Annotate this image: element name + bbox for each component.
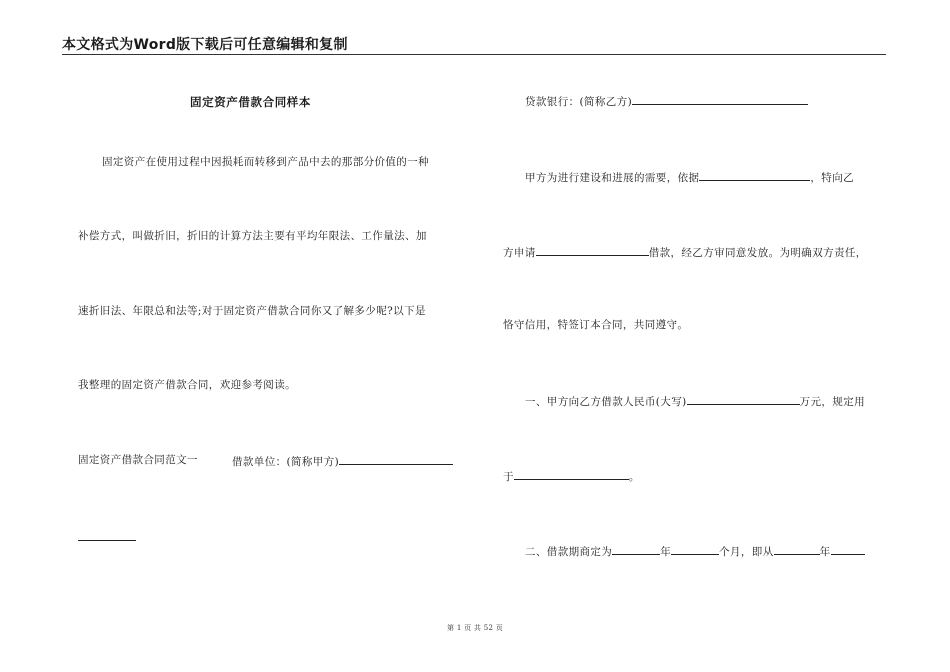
clause1-line-2-b: 。: [628, 471, 640, 483]
clause1-line-1: [525, 393, 865, 409]
clause2-d: 年: [819, 546, 831, 558]
borrower-blank[interactable]: [339, 453, 453, 465]
intro-line-4: 我整理的固定资产借款合同，欢迎参考阅读。: [78, 379, 296, 391]
clause1-line-2-a: 于: [503, 471, 514, 483]
start-year-blank[interactable]: [774, 543, 820, 555]
clause1-line-2: [503, 468, 640, 484]
borrower-blank-continued[interactable]: [78, 539, 136, 541]
start-month-blank[interactable]: [831, 543, 865, 555]
loan-type-blank[interactable]: [536, 244, 649, 256]
para1-line-1-a: 甲方为进行建设和进展的需要，依据: [525, 172, 700, 184]
lender-line: [525, 93, 808, 109]
clause2-c: 个月，即从: [719, 546, 774, 558]
months-blank[interactable]: [671, 543, 719, 555]
clause2-a: 二、借款期商定为: [525, 546, 613, 558]
clause1-line-1-b: 万元，规定用: [799, 396, 865, 408]
para1-line-3: 恪守信用，特签订本合同，共同遵守。: [503, 319, 689, 331]
clause2-b: 年: [660, 546, 672, 558]
page-footer: 第 1 页 共 52 页: [447, 624, 504, 632]
intro-line-1: 固定资产在使用过程中因损耗而转移到产品中去的那部分价值的一种: [102, 156, 429, 168]
para1-line-1: [525, 169, 854, 185]
borrower-label: 借款单位：(简称甲方): [232, 456, 340, 468]
lender-blank[interactable]: [632, 93, 808, 105]
sample-label: 固定资产借款合同范文一: [78, 454, 198, 466]
intro-line-3: 速折旧法、年限总和法等;对于固定资产借款合同你又了解多少呢?以下是: [78, 305, 426, 317]
clause2-line: [525, 543, 865, 559]
clause1-line-1-a: 一、甲方向乙方借款人民币(大写): [525, 396, 687, 408]
years-blank[interactable]: [612, 543, 660, 555]
document-header: [62, 34, 886, 55]
amount-blank[interactable]: [687, 393, 800, 405]
para1-line-2-a: 方申请: [503, 247, 536, 259]
para1-line-1-b: ，特向乙: [810, 172, 855, 184]
purpose-blank[interactable]: [514, 468, 629, 480]
document-title: 固定资产借款合同样本: [190, 95, 311, 109]
borrower-line: [232, 453, 453, 469]
para1-line-2-b: 借款，经乙方审同意发放。为明确双方责任，: [648, 247, 867, 259]
intro-line-2: 补偿方式，叫做折旧，折旧的计算方法主要有平均年限法、工作量法、加: [78, 230, 427, 242]
basis-blank[interactable]: [699, 169, 810, 181]
lender-label: 贷款银行：(简称乙方): [525, 96, 633, 108]
para1-line-2: [503, 244, 867, 260]
header-text: 本文格式为Word版下载后可任意编辑和复制: [62, 37, 348, 53]
